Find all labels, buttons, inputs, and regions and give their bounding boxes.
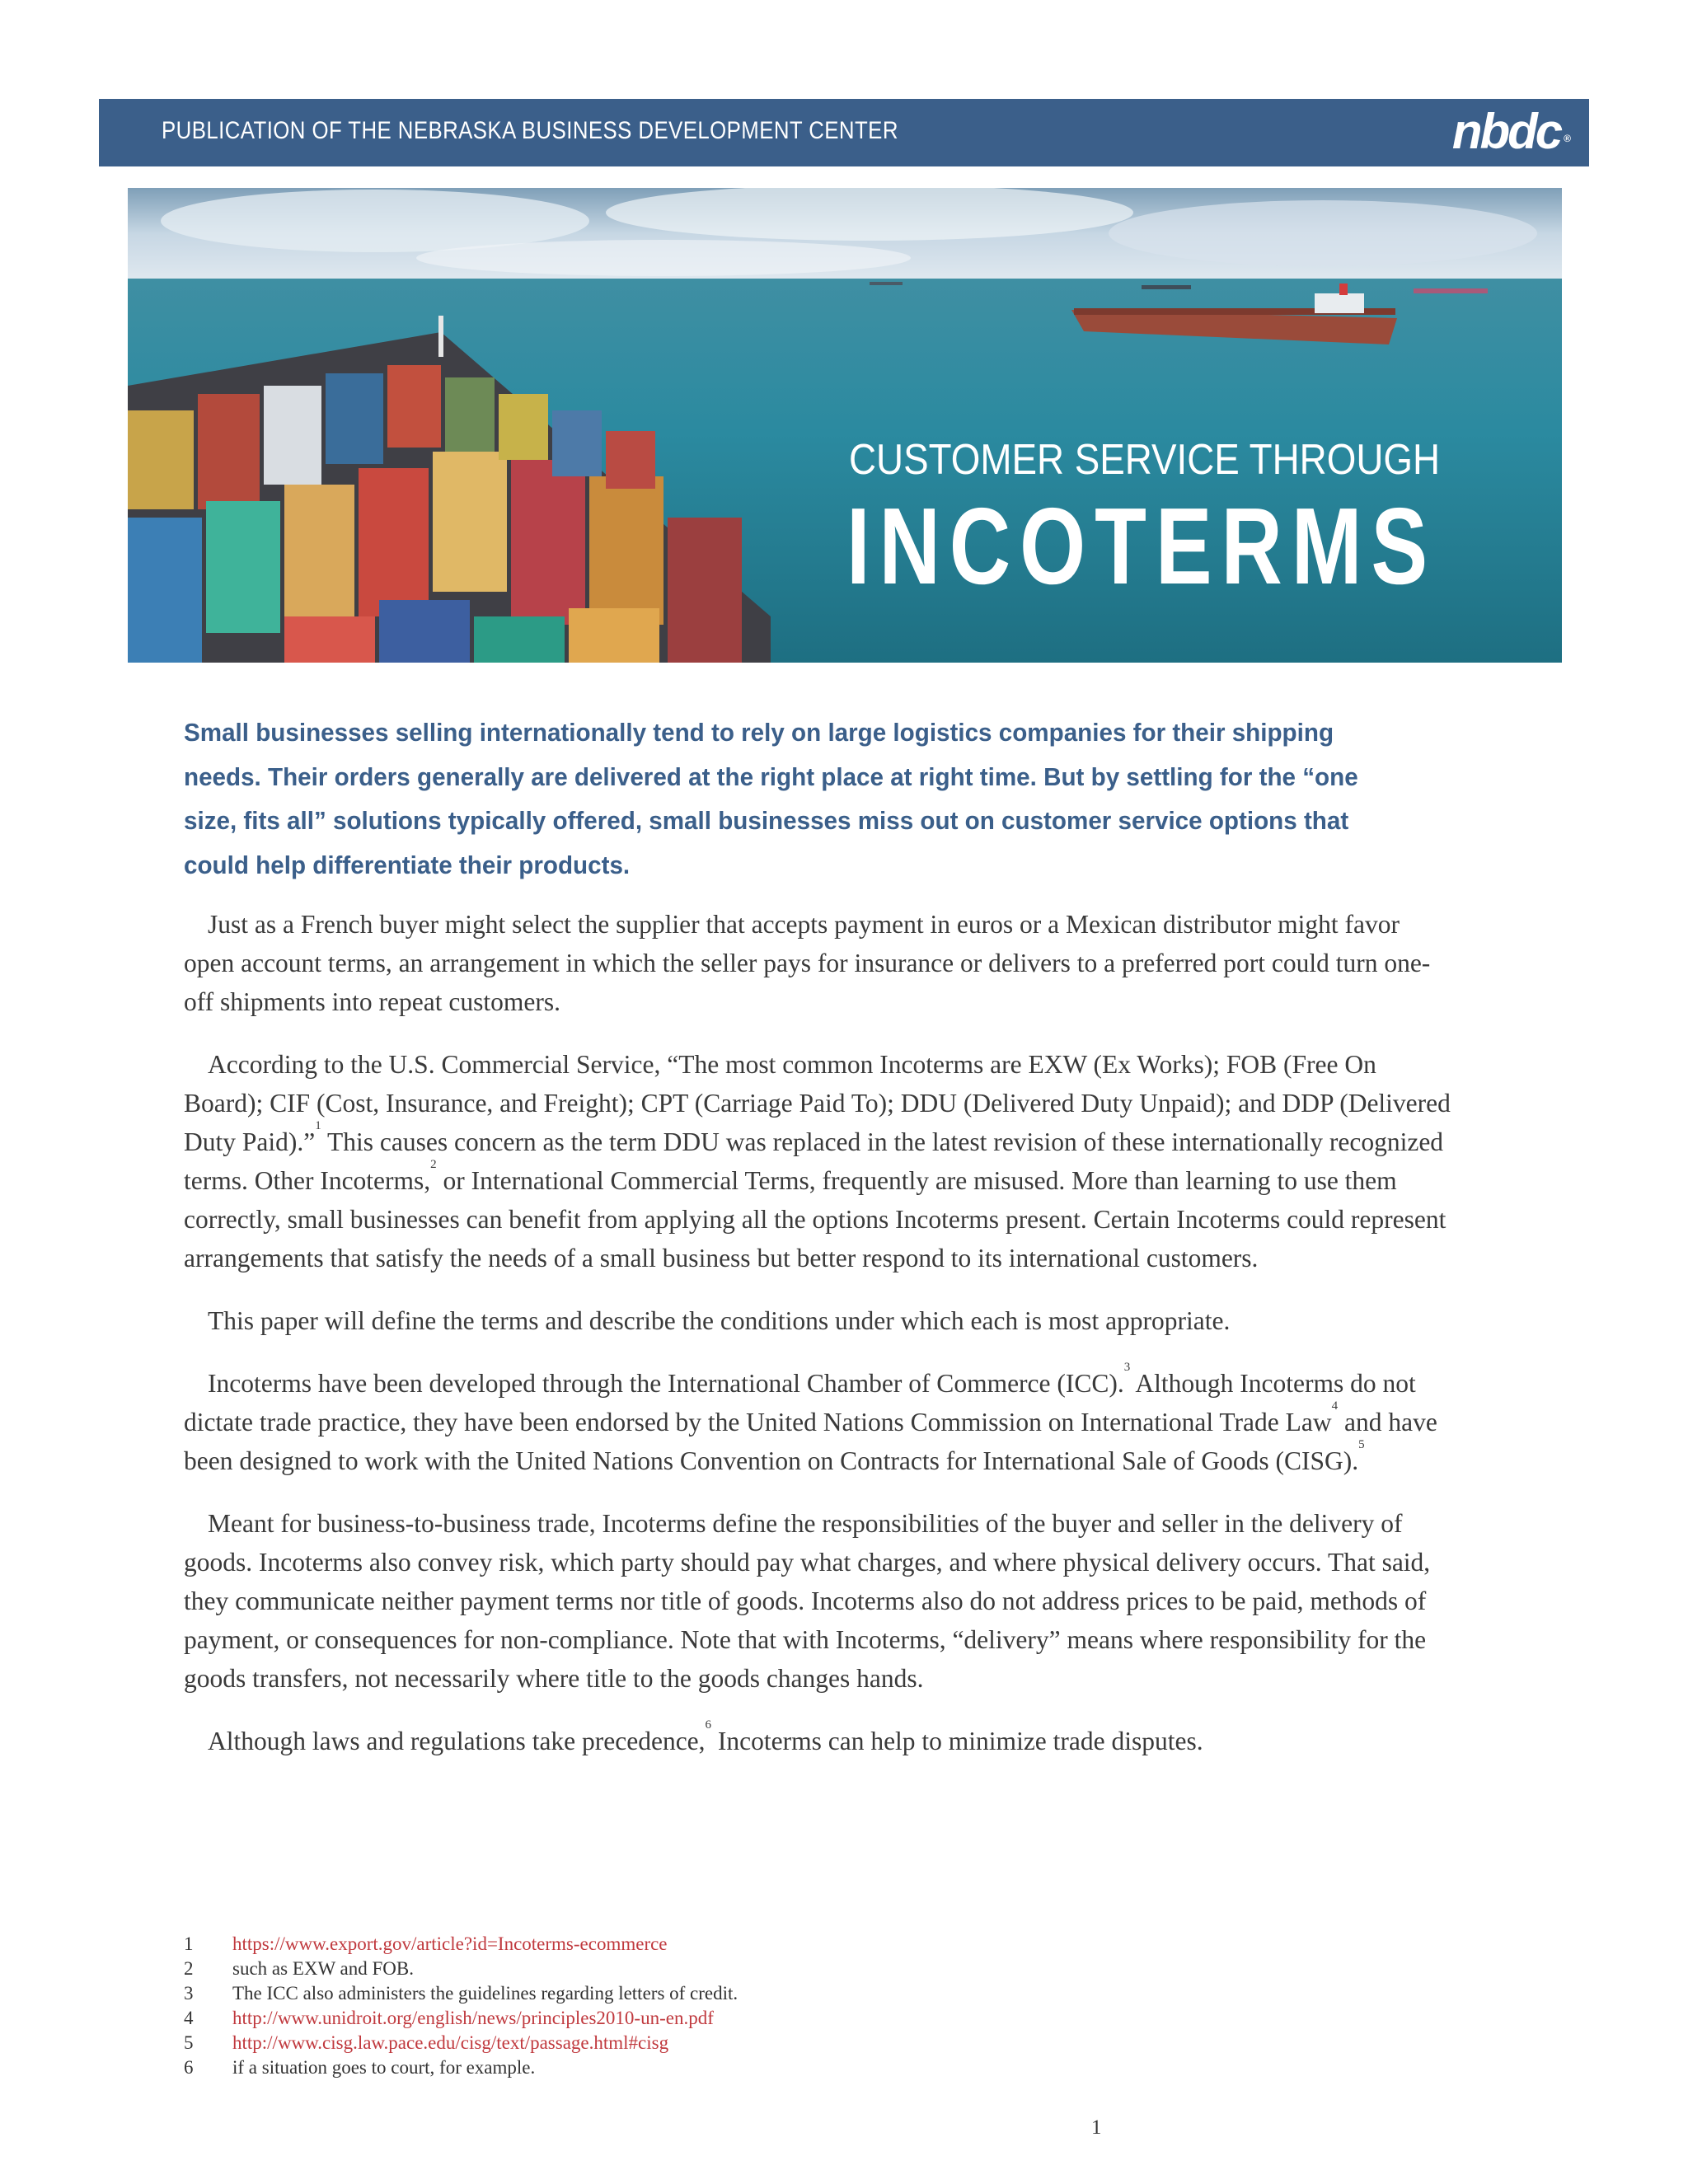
paragraph-1: Just as a French buyer might select the supplier that accepts payment in euros or a Mexican distributor might favor open account terms, an arrangement in which the seller pays for insurance or delivers to a preferred port could turn one-off shipments into repeat customers. [184,910,1431,1016]
footnote-number: 1 [184,1933,194,1954]
publication-title: PUBLICATION OF THE NEBRASKA BUSINESS DEVELOPMENT CENTER [162,117,898,144]
paragraph-6: Although laws and regulations take precedence,$^6$ Incoterms can help to minimize trade disputes. [208,1718,1203,1755]
paragraph-3: This paper will define the terms and describe the conditions under which each is most appropriate. [208,1306,1231,1335]
hero-title: INCOTERMS [846,485,1437,607]
footnote-ref[interactable]: 1 [315,1119,321,1132]
paragraph-2: According to the U.S. Commercial Service, “The most common Incoterms are EXW (Ex Works); FOB (Free On Board); CIF (Cost, Insurance, and Freight); CPT (Carriage Paid To); DDU (Delivered Duty Unpaid); and DDP (Delivered Duty Paid).”$^1$ This causes concern as the term DDU was replaced in the latest revision of these internationally recognized terms. Other Incoterms,$^2$ or International Commercial Terms, frequently are misused. More than learning to use them correctly, small businesses can benefit from applying all the options Incoterms present. Certain Incoterms could represent arrangements that satisfy the needs of a small business but better respond to its international customers. [184,1050,1451,1272]
footnote-item [184,2006,1338,2031]
footnote-item [184,1981,1338,2006]
footnote-ref[interactable]: 5 [1358,1438,1365,1451]
footnote-item [184,2055,1338,2080]
footnote-item [184,2031,1338,2055]
footnote-ref[interactable]: 2 [430,1158,437,1171]
footnote-text: The ICC also administers the guidelines regarding letters of credit. [232,1983,738,2004]
footnote-text: such as EXW and FOB. [232,1958,414,1979]
footnotes [184,1932,1338,2080]
footnote-ref[interactable]: 6 [705,1718,712,1732]
hero-banner [128,188,1562,663]
logo-text: nbdc [1451,104,1561,159]
paragraph-4: Incoterms have been developed through the International Chamber of Commerce (ICC).$^3$ Although Incoterms do not dictate trade practice, they have been endorsed by the United Nations Commission on International Trade Law$^4$ and have been designed to work with the United Nations Convention on Contracts for International Sale of Goods (CISG).$^5$ [184,1361,1437,1475]
footnote-text: if a situation goes to court, for example. [232,2057,536,2078]
footnote-number: 6 [184,2057,194,2078]
page-number: 1 [1091,2116,1102,2139]
footnote-link[interactable]: http://www.unidroit.org/english/news/principles2010-un-en.pdf [232,2008,714,2028]
footnote-number: 3 [184,1983,194,2004]
footnote-item [184,1957,1338,1981]
footnote-ref[interactable]: 3 [1123,1361,1131,1374]
nbdc-logo [1451,104,1571,159]
registered-mark: ® [1564,133,1571,144]
hero-subtitle: CUSTOMER SERVICE THROUGH [849,436,1441,484]
footnote-number: 4 [184,2008,194,2028]
article-body [184,905,1453,1784]
paragraph-5: Meant for business-to-business trade, Incoterms define the responsibilities of the buyer and seller in the delivery of goods. Incoterms also convey risk, which party should pay what charges, and where physical delivery occurs. That said, they communicate neither payment terms nor title of goods. Incoterms also do not address prices to be paid, methods of payment, or consequences for non-compliance. Note that with Incoterms, “delivery” means where responsibility for the goods transfers, not necessarily where title to the goods changes hands. [184,1509,1431,1693]
footnote-link[interactable]: http://www.cisg.law.pace.edu/cisg/text/passage.html#cisg [232,2032,669,2053]
publication-header [99,99,1589,166]
footnote-item [184,1932,1338,1957]
footnote-link[interactable]: https://www.export.gov/article?id=Incoterms-ecommerce [232,1933,668,1954]
footnote-number: 5 [184,2032,194,2053]
lead-paragraph: Small businesses selling internationally tend to rely on large logistics companies for their shipping needs. Their orders generally are delivered at the right place at right time. But by settling for the “one size, fits all” solutions typically offered, small businesses miss out on customer service options that could help differentiate their products. [184,718,1358,879]
footnote-number: 2 [184,1958,194,1979]
footnote-ref[interactable]: 4 [1331,1399,1339,1413]
